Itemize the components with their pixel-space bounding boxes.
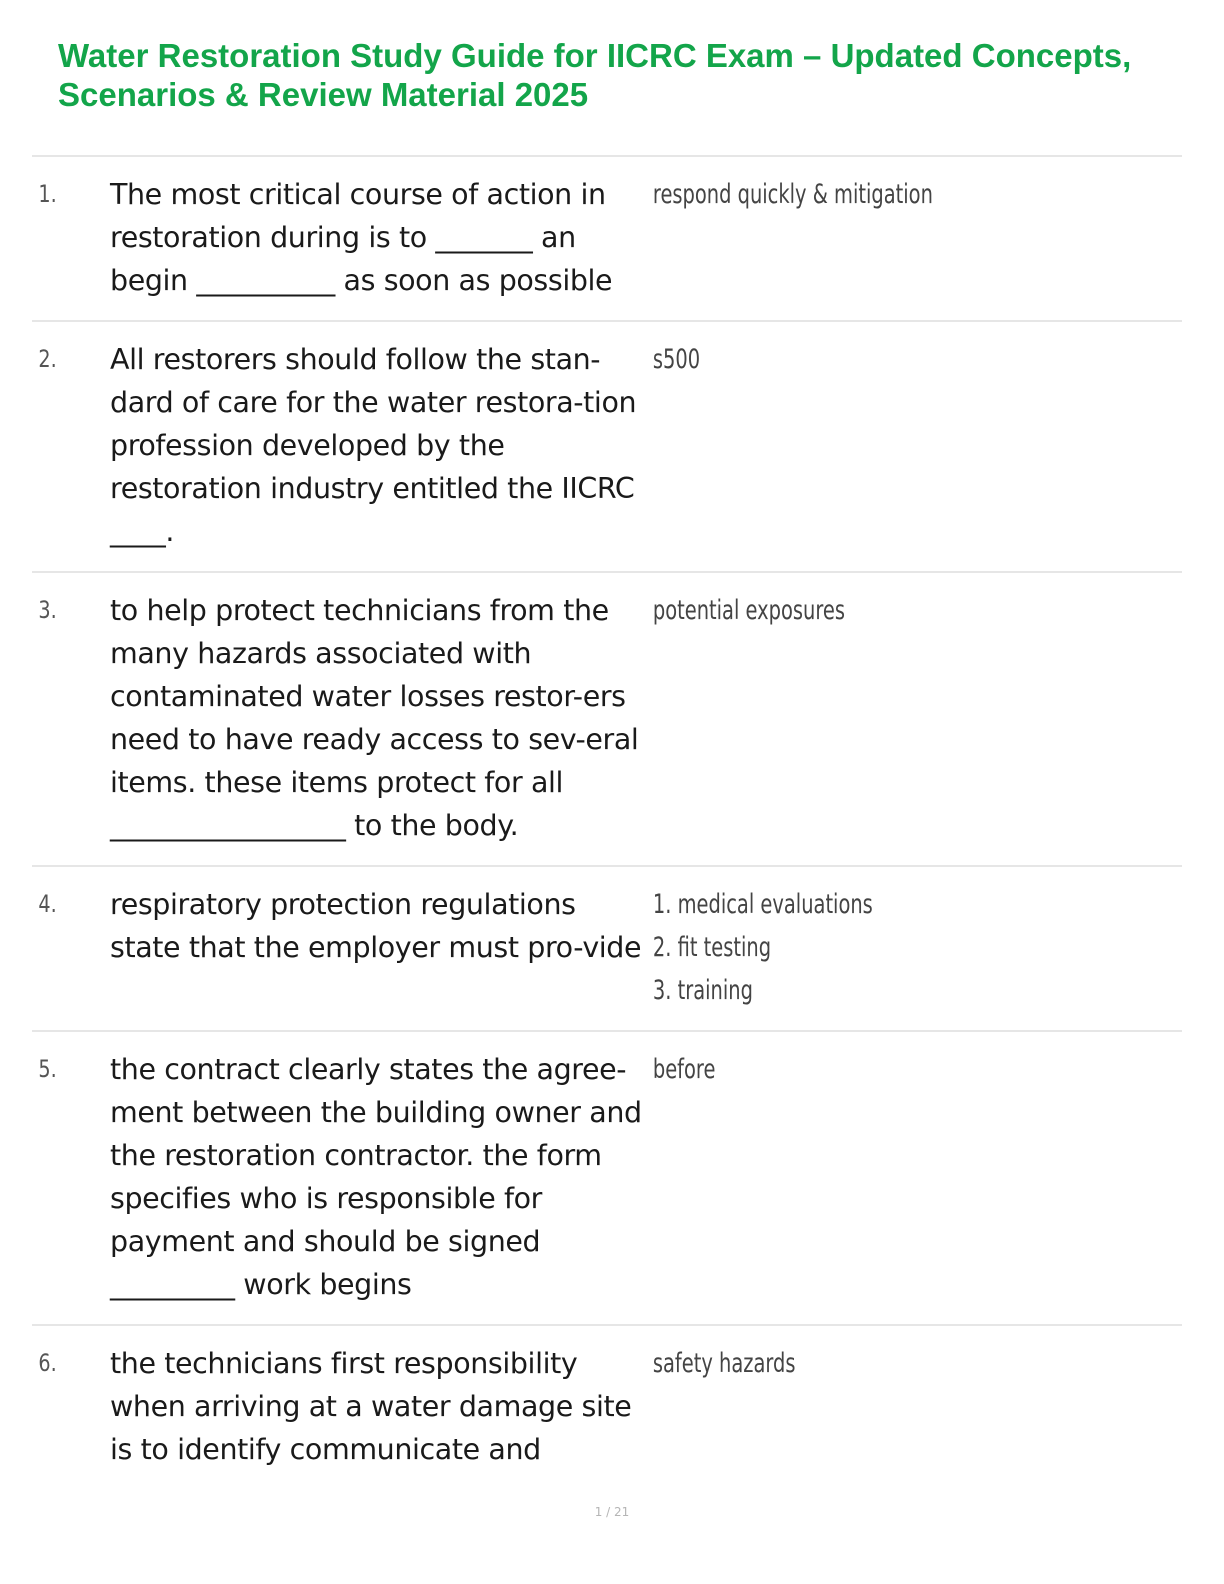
card-term: All restorers should follow the stan-dard of care for the water restora-tion profession developed by the restoration industry entitled the IICRC ____. bbox=[110, 343, 637, 548]
card-term: to help protect technicians from the many hazards associated with contaminated water losses restor-ers need to have ready access to sev-eral items. these items protect for all _________________ to the body. bbox=[110, 594, 639, 842]
card-number: 3. bbox=[38, 596, 57, 624]
flashcard-row bbox=[32, 322, 1182, 573]
page-number: 1 / 21 bbox=[594, 1505, 630, 1519]
card-number: 6. bbox=[38, 1349, 57, 1377]
flashcard-row bbox=[32, 1326, 1182, 1489]
card-definition: respond quickly & mitigation bbox=[652, 179, 933, 210]
flashcard-row bbox=[32, 573, 1182, 867]
flashcard-list bbox=[32, 155, 1182, 1489]
card-term: The most critical course of action in restoration during is to _______ an begin __________ as soon as possible bbox=[110, 178, 613, 297]
card-definition: 1. medical evaluations 2. fit testing 3. training bbox=[652, 889, 873, 1006]
card-number: 4. bbox=[38, 890, 57, 918]
card-number: 5. bbox=[38, 1055, 57, 1083]
card-term: respiratory protection regulations state that the employer must pro-vide bbox=[110, 888, 642, 964]
card-definition: before bbox=[652, 1054, 716, 1085]
card-definition: potential exposures bbox=[652, 595, 845, 626]
flashcard-row bbox=[32, 157, 1182, 322]
flashcard-row bbox=[32, 867, 1182, 1032]
document-title: Water Restoration Study Guide for IICRC Exam – Updated Concepts, Scenarios & Review Material 2025 bbox=[58, 37, 1132, 113]
flashcard-row bbox=[32, 1032, 1182, 1326]
card-term: the technicians first responsibility when arriving at a water damage site is to identify communicate and bbox=[110, 1347, 632, 1466]
card-term: the contract clearly states the agree-ment between the building owner and the restoration contractor. the form specifies who is responsible for payment and should be signed _________ work begins bbox=[110, 1053, 642, 1301]
card-definition: safety hazards bbox=[652, 1348, 796, 1379]
card-number: 1. bbox=[38, 180, 57, 208]
card-definition: s500 bbox=[652, 344, 701, 375]
card-number: 2. bbox=[38, 345, 57, 373]
